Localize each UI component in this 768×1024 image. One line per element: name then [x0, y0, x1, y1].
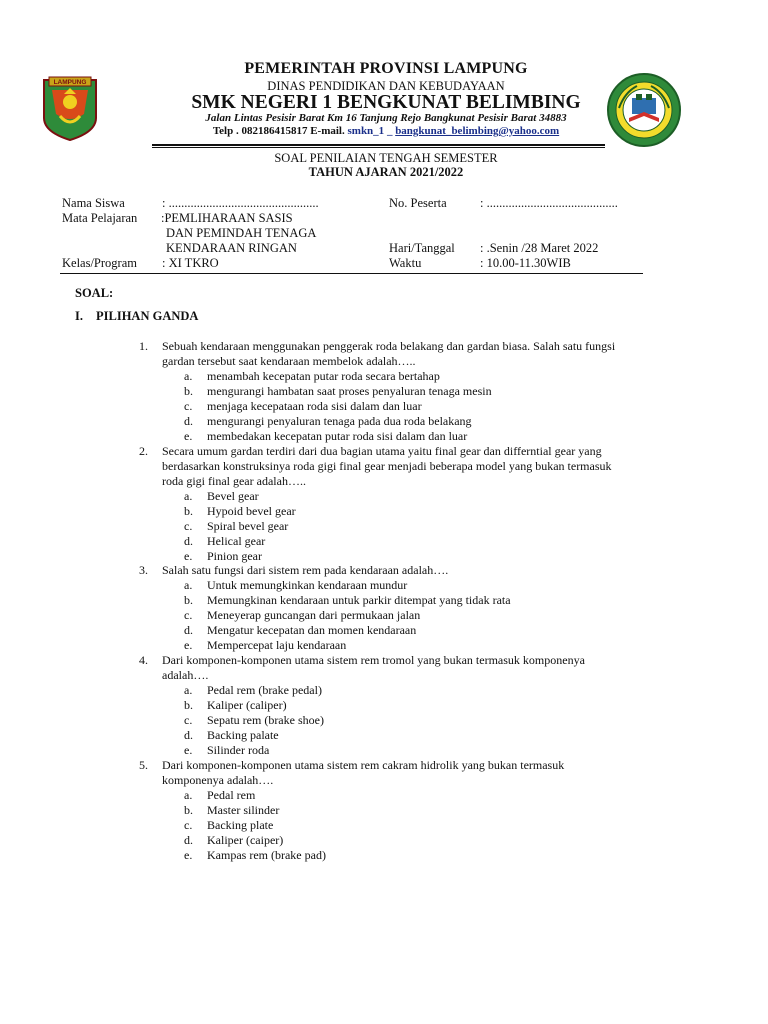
option-letter: a. — [184, 369, 193, 383]
question-text: gardan tersebut saat kendaraan membelok adalah….. — [162, 354, 416, 368]
logo-lettering: LAMPUNG — [53, 79, 87, 86]
subject-line-2: DAN PEMINDAH TENAGA — [166, 226, 317, 240]
option-letter: b. — [184, 384, 193, 398]
subject-label: Mata Pelajaran — [62, 211, 138, 225]
question-text: komponenya adalah…. — [162, 773, 274, 787]
question-number: 3. — [139, 563, 148, 577]
option-text: Kampas rem (brake pad) — [207, 848, 326, 862]
option-letter: c. — [184, 519, 193, 533]
option-text: Kaliper (caliper) — [207, 698, 287, 712]
province-heading: PEMERINTAH PROVINSI LAMPUNG — [244, 60, 528, 77]
option-letter: e. — [184, 848, 193, 862]
option-text: mengurangi penyaluran tenaga pada dua roda belakang — [207, 414, 472, 428]
name-label: Nama Siswa — [62, 196, 125, 210]
option-text: menjaga kecepataan roda sisi dalam dan luar — [207, 399, 422, 413]
subject-line-1: :PEMLIHARAAN SASIS — [161, 211, 293, 225]
question-text: adalah…. — [162, 668, 209, 682]
option-text: Untuk memungkinkan kendaraan mundur — [207, 578, 408, 592]
option-text: Mempercepat laju kendaraan — [207, 638, 347, 652]
option-text: Helical gear — [207, 534, 266, 548]
header-divider — [152, 144, 605, 146]
option-letter: d. — [184, 833, 193, 847]
question-text: roda gigi final gear adalah….. — [162, 474, 306, 488]
subject-line-3: KENDARAAN RINGAN — [166, 241, 297, 255]
question-text: Sebuah kendaraan menggunakan penggerak roda belakang dan gardan biasa. Salah satu fungsi — [162, 339, 616, 353]
option-text: Meneyerap guncangan dari permukaan jalan — [207, 608, 421, 622]
option-text: Bevel gear — [207, 489, 259, 503]
option-letter: d. — [184, 414, 193, 428]
option-letter: c. — [184, 818, 193, 832]
option-letter: c. — [184, 713, 193, 727]
lampung-emblem-logo — [40, 74, 100, 142]
peserta-value: : .......................................... — [480, 196, 618, 210]
question-number: 2. — [139, 444, 148, 458]
question-text: Dari komponen-komponen utama sistem rem cakram hidrolik yang bukan termasuk — [162, 758, 565, 772]
school-name: SMK NEGERI 1 BENGKUNAT BELIMBING — [191, 92, 581, 113]
question-number: 5. — [139, 758, 148, 772]
option-letter: a. — [184, 788, 193, 802]
question-text: berdasarkan konstruksinya roda gigi final gear menjadi beberapa model yang bukan termasuk — [162, 459, 612, 473]
info-divider — [60, 273, 643, 274]
class-value: : XI TKRO — [162, 256, 219, 270]
email-link[interactable]: smkn_1 _ bangkunat_belimbing@yahoo.com — [347, 125, 560, 137]
option-text: membedakan kecepatan putar roda sisi dalam dan luar — [207, 429, 468, 443]
agency-heading: DINAS PENDIDIKAN DAN KEBUDAYAAN — [267, 79, 505, 93]
soal-label: SOAL: — [75, 286, 114, 300]
option-text: Kaliper (caiper) — [207, 833, 284, 847]
question-number: 4. — [139, 653, 148, 667]
option-text: Memungkinan kendaraan untuk parkir ditempat yang tidak rata — [207, 593, 511, 607]
option-letter: a. — [184, 683, 193, 697]
question-number: 1. — [139, 339, 148, 353]
option-letter: b. — [184, 593, 193, 607]
option-text: Pedal rem (brake pedal) — [207, 683, 322, 697]
option-letter: d. — [184, 534, 193, 548]
option-text: Spiral bevel gear — [207, 519, 289, 533]
class-label: Kelas/Program — [62, 256, 137, 270]
option-text: mengurangi hambatan saat proses penyaluran tenaga mesin — [207, 384, 492, 398]
school-address: Jalan Lintas Pesisir Barat Km 16 Tanjung Rejo Bangkunat Pesisir Barat 34883 — [205, 112, 567, 124]
option-letter: b. — [184, 504, 193, 518]
option-text: Master silinder — [207, 803, 280, 817]
option-text: Silinder roda — [207, 743, 270, 757]
option-text: Hypoid bevel gear — [207, 504, 296, 518]
option-letter: c. — [184, 608, 193, 622]
time-label: Waktu — [389, 256, 422, 270]
question-text: Secara umum gardan terdiri dari dua bagian utama yaitu final gear dan differntial gear yang — [162, 444, 602, 458]
option-letter: d. — [184, 623, 193, 637]
option-letter: d. — [184, 728, 193, 742]
option-letter: e. — [184, 638, 193, 652]
contact-prefix: Telp . 082186415817 E-mail. — [212, 125, 345, 137]
name-value: : ................................................ — [162, 196, 319, 210]
time-value: : 10.00-11.30WIB — [480, 256, 571, 270]
option-letter: b. — [184, 698, 193, 712]
school-contact — [150, 125, 622, 137]
option-text: menambah kecepatan putar roda secara bertahap — [207, 369, 440, 383]
option-letter: c. — [184, 399, 193, 413]
option-letter: a. — [184, 489, 193, 503]
option-letter: b. — [184, 803, 193, 817]
exam-year: TAHUN AJARAN 2021/2022 — [308, 165, 464, 179]
option-letter: a. — [184, 578, 193, 592]
option-letter: e. — [184, 743, 193, 757]
header-divider-thin — [152, 147, 605, 148]
exam-title: SOAL PENILAIAN TENGAH SEMESTER — [274, 151, 498, 165]
section-title: PILIHAN GANDA — [96, 309, 199, 323]
option-letter: e. — [184, 429, 193, 443]
date-label: Hari/Tanggal — [389, 241, 455, 255]
option-text: Sepatu rem (brake shoe) — [207, 713, 324, 727]
section-number: I. — [75, 309, 83, 323]
option-text: Pedal rem — [207, 788, 256, 802]
option-text: Pinion gear — [207, 549, 262, 563]
option-text: Backing plate — [207, 818, 274, 832]
option-text: Backing palate — [207, 728, 279, 742]
question-text: Dari komponen-komponen utama sistem rem tromol yang bukan termasuk komponenya — [162, 653, 585, 667]
peserta-label: No. Peserta — [389, 196, 447, 210]
option-letter: e. — [184, 549, 193, 563]
date-value: : .Senin /28 Maret 2022 — [480, 241, 599, 255]
option-text: Mengatur kecepatan dan momen kendaraan — [207, 623, 417, 637]
question-text: Salah satu fungsi dari sistem rem pada kendaraan adalah…. — [162, 563, 449, 577]
